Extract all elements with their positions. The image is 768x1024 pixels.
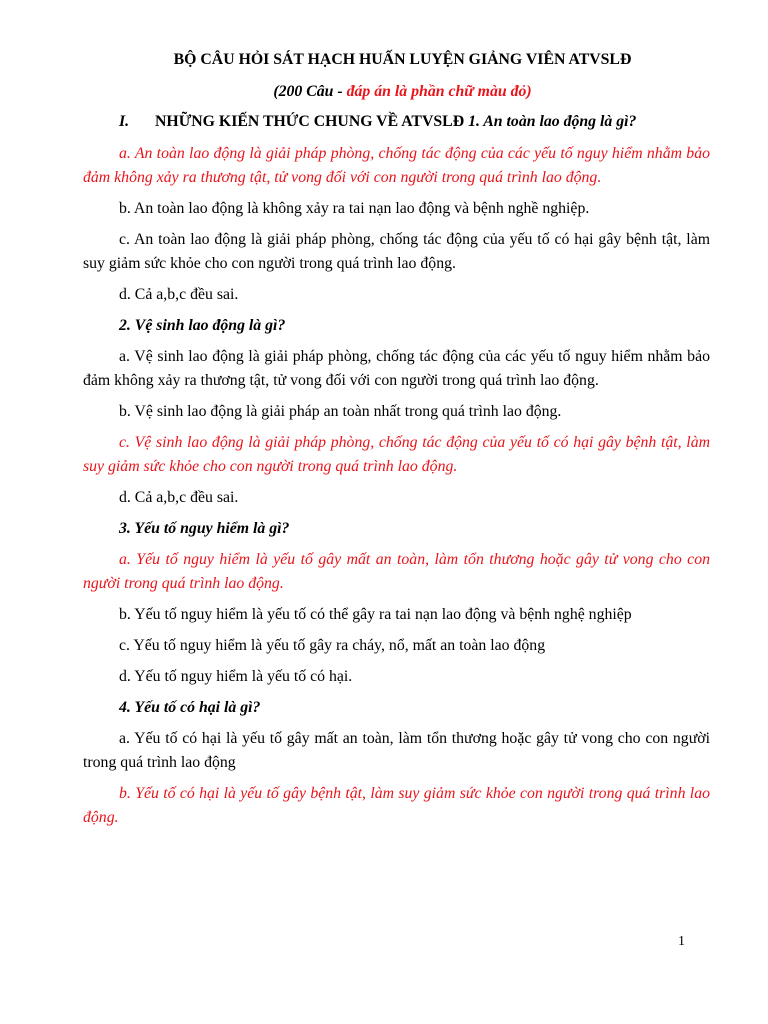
page-number: 1 (678, 934, 685, 949)
q4-option-b: b. Yếu tố có hại là yếu tố gây bệnh tật, làm suy giảm sức khỏe con người trong quá trình lao động. (83, 785, 710, 826)
q3-option-b: b. Yếu tố nguy hiểm là yếu tố có thể gây ra tai nạn lao động và bệnh nghệ nghiệp (119, 606, 632, 623)
document-title: BỘ CÂU HỎI SÁT HẠCH HUẤN LUYỆN GIẢNG VIÊN ATVSLĐ (173, 51, 632, 68)
q3-option-a: a. Yếu tố nguy hiểm là yếu tố gây mất an toàn, làm tổn thương hoặc gây tử vong cho con người trong quá trình lao động. (83, 551, 710, 592)
q2-option-c: c. Vệ sinh lao động là giải pháp phòng, chống tác động của yếu tố có hại gây bệnh tật, làm suy giảm sức khỏe cho con người trong quá trình lao động. (83, 434, 710, 475)
q2-option-a: a. Vệ sinh lao động là giải pháp phòng, chống tác động của các yếu tố nguy hiểm nhằm bảo đảm không xảy ra thương tật, tử vong đối với con người trong quá trình lao động. (83, 348, 710, 389)
q3-option-c: c. Yếu tố nguy hiểm là yếu tố gây ra cháy, nổ, mất an toàn lao động (119, 637, 546, 654)
question-2-title: 2. Vệ sinh lao động là gì? (119, 317, 286, 334)
q4-option-a: a. Yếu tố có hại là yếu tố gây mất an toàn, làm tổn thương hoặc gây tử vong cho con người trong quá trình lao động (83, 730, 710, 771)
question-1-title: 1. An toàn lao động là gì? (468, 113, 637, 130)
q1-option-d: d. Cả a,b,c đều sai. (119, 286, 239, 303)
q1-option-a: a. An toàn lao động là giải pháp phòng, chống tác động của các yếu tố nguy hiểm nhằm bảo đảm không xảy ra thương tật, tử vong đối với con người trong quá trình lao động. (83, 145, 710, 186)
q3-option-d: d. Yếu tố nguy hiểm là yếu tố có hại. (119, 668, 353, 685)
question-3-title: 3. Yếu tố nguy hiểm là gì? (119, 520, 290, 537)
document-subtitle (83, 80, 710, 104)
subtitle-red-note: đáp án là phần chữ màu đỏ) (346, 83, 532, 100)
subtitle-prefix: (200 Câu - (273, 83, 347, 100)
section-heading (83, 110, 710, 134)
q2-option-b: b. Vệ sinh lao động là giải pháp an toàn nhất trong quá trình lao động. (119, 403, 562, 420)
document-content (83, 48, 710, 837)
question-4-title: 4. Yếu tố có hại là gì? (119, 699, 261, 716)
q1-option-b: b. An toàn lao động là không xảy ra tai nạn lao động và bệnh nghề nghiệp. (119, 200, 590, 217)
q2-option-d: d. Cả a,b,c đều sai. (119, 489, 239, 506)
section-number: I. (119, 113, 130, 130)
section-title: NHỮNG KIẾN THỨC CHUNG VỀ ATVSLĐ (155, 113, 465, 130)
q1-option-c: c. An toàn lao động là giải pháp phòng, chống tác động của yếu tố có hại gây bệnh tật, làm suy giảm sức khỏe cho con người trong quá trình lao động. (83, 231, 710, 272)
